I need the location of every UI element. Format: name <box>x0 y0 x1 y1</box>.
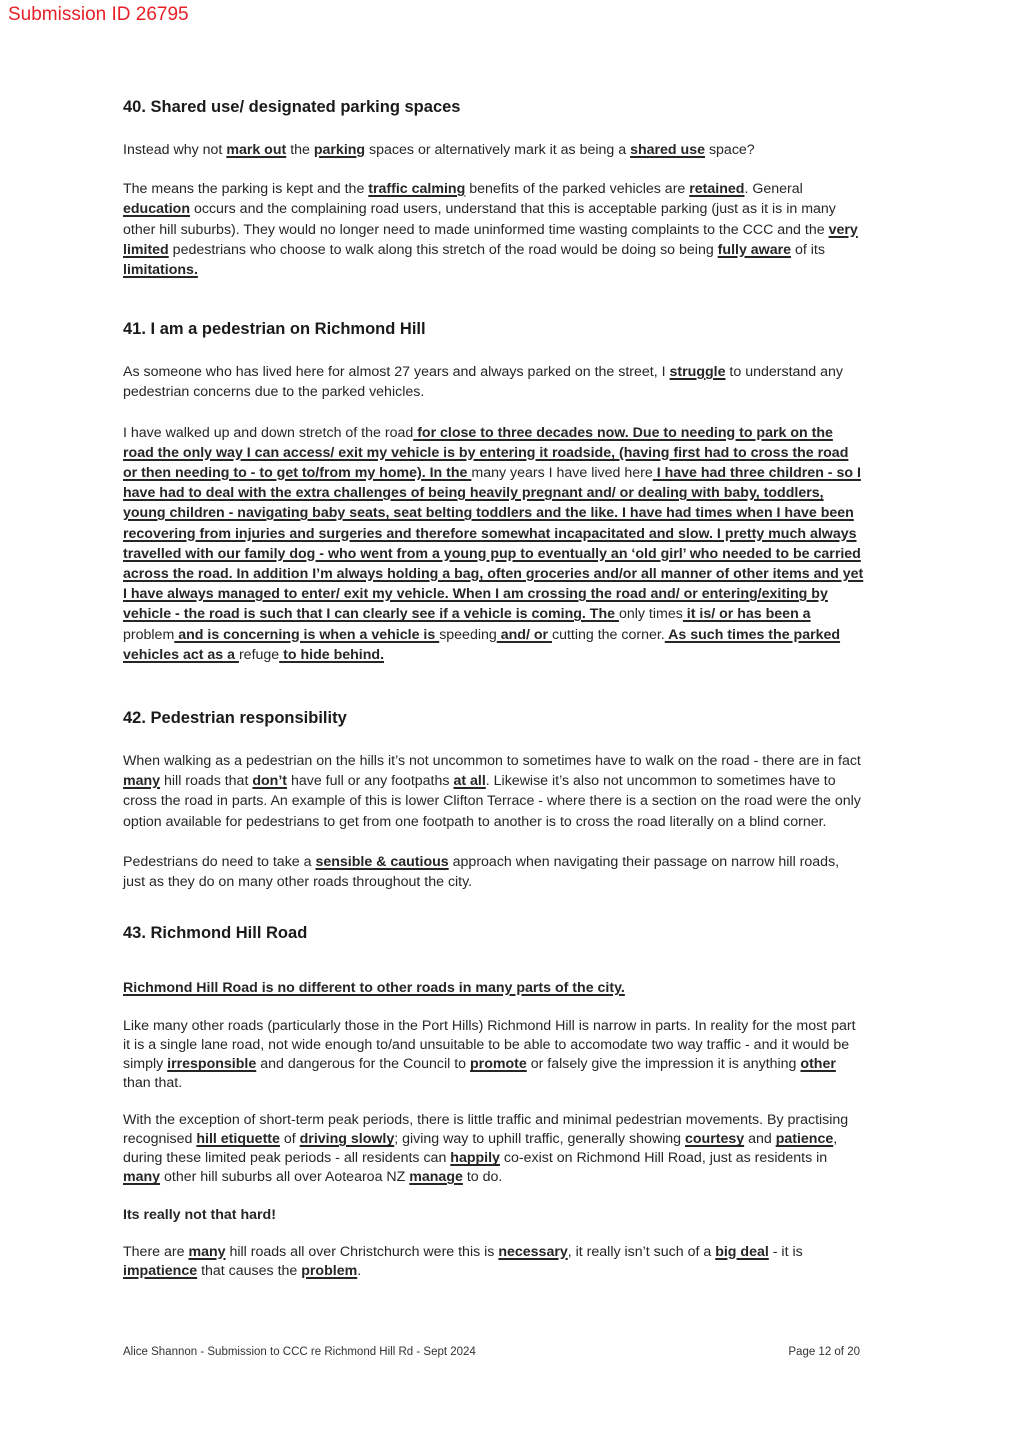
body-text: . Likewise it’s also not uncommon to sometimes have to cross the road in parts. An example of this is lower Clifton Terrace - where there is a section on the road were the only option available for pedestrians to get from one footpath to another is to cross the road literally on a blind corner. <box>123 773 861 830</box>
emphasis-text: it is/ or has been a <box>682 606 811 623</box>
section-40-paragraph-2 <box>123 179 865 280</box>
body-text: , during these limited peak periods - all residents can <box>123 1131 838 1167</box>
section-43-bold-text: Its really not that hard! <box>123 1207 276 1224</box>
emphasis-text: and/ or <box>496 626 552 643</box>
section-42-paragraph-1 <box>123 751 865 832</box>
emphasis-text: many <box>123 773 161 790</box>
emphasis-text: happily <box>450 1150 500 1167</box>
body-text: The means the parking is kept and the <box>123 181 369 198</box>
emphasis-text: don’t <box>252 773 288 790</box>
emphasis-text: other <box>800 1056 836 1073</box>
body-text: or falsely give the impression it is anything <box>526 1056 801 1073</box>
emphasis-text: education <box>123 201 191 218</box>
emphasis-text: shared use <box>630 142 705 158</box>
body-text: to do. <box>462 1169 503 1186</box>
body-text: . General <box>744 181 803 198</box>
body-text: Pedestrians do need to take a <box>123 853 316 870</box>
body-text: speeding <box>439 626 497 643</box>
section-42-paragraph-2 <box>123 852 865 892</box>
emphasis-text: I have had three children - so I have had to deal with the extra challenges of being heavily pregnant and/ or dealing with baby, toddlers, young children - navigating baby seats, seat belting toddlers and the like. I have had times when I have been recovering from injuries and surgeries and therefore somewhat incapacitated and slow. I pretty much always travelled with our family dog - who went from a young pup to eventually an ‘old girl’ who needed to be carried across the road. In addition I’m always holding a bag, often groceries and/or all manner of other items and yet I have always managed to enter/ exit my vehicle. When I am crossing the road and/ or entering/exiting by vehicle - the road is such that I can clearly see if a vehicle is coming. The <box>123 465 864 623</box>
body-text: have full or any footpaths <box>287 773 454 790</box>
emphasis-text: fully aware <box>717 241 792 258</box>
emphasis-text: at all <box>453 773 486 790</box>
body-text: co-exist on Richmond Hill Road, just as residents in <box>499 1150 828 1167</box>
body-text: occurs and the complaining road users, understand that this is acceptable parking (just as it is in many other hill suburbs). They would no longer need to made uninformed time wasting complaints to the CCC and the <box>123 201 836 238</box>
body-text: approach when navigating their passage on narrow hill roads, just as they do on many other roads throughout the city. <box>123 853 840 891</box>
body-text: spaces or alternatively mark it as being a <box>365 142 631 158</box>
emphasis-text: many <box>123 1169 161 1186</box>
emphasis-text: very limited <box>123 221 858 258</box>
section-40-heading: 40. Shared use/ designated parking spaces <box>123 98 461 116</box>
section-43-paragraph-3 <box>123 1243 865 1281</box>
body-text: other hill suburbs all over Aotearoa NZ <box>160 1169 410 1186</box>
body-text: many years I have lived here <box>471 465 653 482</box>
body-text: hill roads that <box>160 773 253 790</box>
body-text: With the exception of short-term peak periods, there is little traffic and minimal pedestrian movements. By practising recognised <box>123 1112 849 1148</box>
emphasis-text: promote <box>470 1056 527 1073</box>
body-text: of its <box>791 241 825 258</box>
footer-page-number: Page 12 of 20 <box>788 1346 860 1358</box>
section-40-paragraph-1 <box>123 140 865 160</box>
body-text: Like many other roads (particularly those in the Port Hills) Richmond Hill is narrow in parts. In reality for the most part it is a single lane road, not wide enough to/and unsuitable to be able to accomodate two way traffic - and it would be simply <box>123 1018 856 1073</box>
emphasis-text: irresponsible <box>167 1056 257 1073</box>
emphasis-text: struggle <box>669 364 726 381</box>
emphasis-text: retained <box>689 181 745 198</box>
emphasis-text: driving slowly <box>299 1131 395 1148</box>
body-text: cutting the corner. <box>551 626 665 643</box>
body-text: As someone who has lived here for almost 27 years and always parked on the street, I <box>123 364 670 381</box>
emphasis-text: manage <box>409 1169 463 1186</box>
body-text: - it is <box>768 1243 803 1260</box>
section-43-lead-text: Richmond Hill Road is no different to other roads in many parts of the city. <box>123 980 625 997</box>
body-text: refuge <box>238 646 280 663</box>
body-text: problem <box>123 626 175 643</box>
emphasis-text: courtesy <box>684 1131 745 1148</box>
footer-left: Alice Shannon - Submission to CCC re Richmond Hill Rd - Sept 2024 <box>123 1346 476 1358</box>
emphasis-text: limitations. <box>123 262 198 279</box>
emphasis-text: big deal <box>715 1243 769 1260</box>
body-text: pedestrians who choose to walk along this stretch of the road would be doing so being <box>168 241 718 258</box>
section-43-paragraph-1 <box>123 1017 865 1093</box>
body-text: hill roads all over Christchurch were this is <box>225 1243 499 1260</box>
body-text: Instead why not <box>123 142 227 158</box>
body-text: space? <box>705 142 755 158</box>
body-text: benefits of the parked vehicles are <box>465 181 690 198</box>
body-text: that causes the <box>197 1262 302 1279</box>
body-text: the <box>286 142 314 158</box>
emphasis-text: mark out <box>226 142 287 158</box>
section-43-paragraph-2 <box>123 1111 865 1187</box>
section-43-lead <box>123 978 865 998</box>
section-41-heading: 41. I am a pedestrian on Richmond Hill <box>123 320 426 339</box>
body-text: , it really isn’t such of a <box>567 1243 716 1260</box>
body-text: than that. <box>123 1075 183 1092</box>
body-text: There are <box>123 1243 189 1260</box>
section-42-heading: 42. Pedestrian responsibility <box>123 709 347 728</box>
body-text: . <box>357 1262 362 1279</box>
body-text: ; giving way to uphill traffic, generally showing <box>394 1131 685 1148</box>
emphasis-text: traffic calming <box>368 181 466 198</box>
emphasis-text: sensible & cautious <box>315 853 449 870</box>
emphasis-text: problem <box>301 1262 358 1279</box>
emphasis-text: parking <box>313 142 366 158</box>
emphasis-text: many <box>188 1243 226 1260</box>
section-41-paragraph-2 <box>123 423 865 665</box>
submission-id: Submission ID 26795 <box>8 4 189 25</box>
emphasis-text: and is concerning is when a vehicle is <box>174 626 440 643</box>
section-43-bold-line <box>123 1205 865 1225</box>
body-text: and dangerous for the Council to <box>256 1056 471 1073</box>
emphasis-text: As such times the parked vehicles act as a <box>123 626 841 663</box>
emphasis-text: to hide behind. <box>279 646 385 663</box>
emphasis-text: necessary <box>498 1243 568 1260</box>
body-text: I have walked up and down stretch of the road <box>123 424 414 441</box>
emphasis-text: patience <box>775 1131 834 1148</box>
body-text: to understand any pedestrian concerns due to the parked vehicles. <box>123 364 844 401</box>
body-text: When walking as a pedestrian on the hills it’s not uncommon to sometimes have to walk on the road - there are in fact <box>123 753 861 770</box>
emphasis-text: impatience <box>123 1262 198 1279</box>
body-text: of <box>279 1131 300 1148</box>
body-text: and <box>744 1131 776 1148</box>
section-43-heading: 43. Richmond Hill Road <box>123 924 308 943</box>
emphasis-text: hill etiquette <box>196 1131 280 1148</box>
page-content <box>123 96 865 1281</box>
section-41-paragraph-1 <box>123 362 865 402</box>
body-text: only times <box>618 606 683 623</box>
emphasis-text: for close to three decades now. Due to needing to park on the road the only way I can access/ exit my vehicle is by entering it roadside, (having first had to cross the road or then needing to - to get to/from my home). In the <box>123 424 849 482</box>
